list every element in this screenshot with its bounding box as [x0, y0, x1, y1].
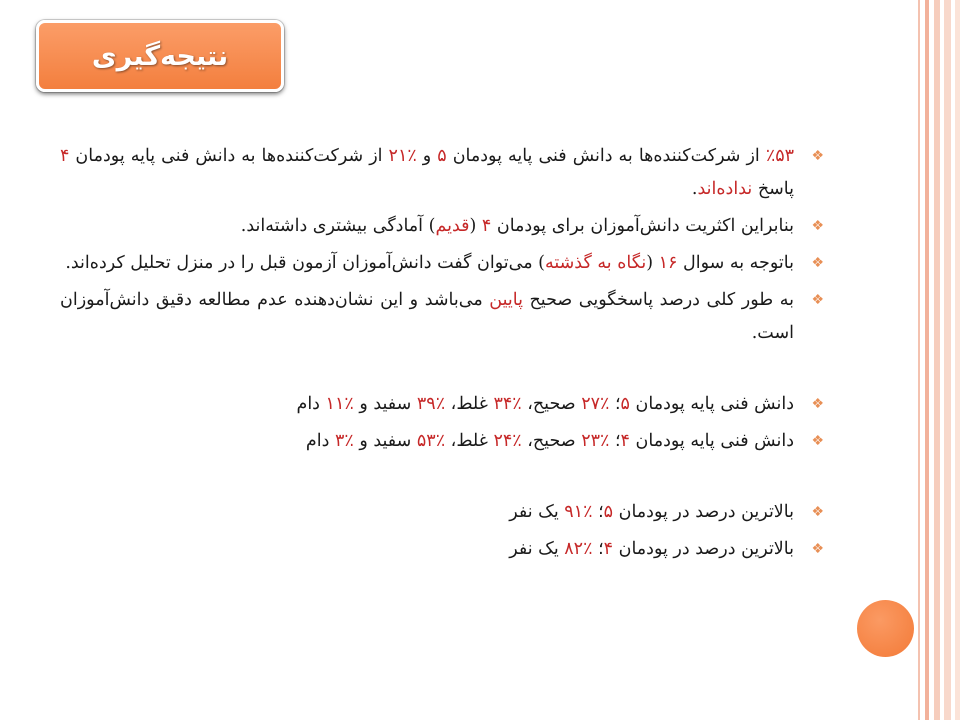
text-run: غلط، [445, 431, 494, 451]
diamond-bullet-icon: ❖ [811, 396, 824, 412]
diamond-bullet-icon: ❖ [811, 433, 824, 449]
text-run: ؛ [592, 502, 604, 522]
list-item [60, 140, 828, 206]
text-run: یک نفر [509, 539, 565, 559]
diamond-bullet-icon: ❖ [811, 292, 824, 308]
stripe [944, 0, 951, 720]
list-item [60, 388, 828, 421]
list-spacer [60, 462, 828, 496]
list-item-text [60, 146, 794, 199]
text-run: ؛ [609, 394, 621, 414]
highlight-text: ۵ [437, 146, 447, 166]
list-item-text [65, 253, 794, 273]
list-item [60, 425, 828, 458]
list-item-text [241, 216, 794, 236]
stripe [925, 0, 929, 720]
stripe [918, 0, 920, 720]
stripe [955, 0, 960, 720]
highlight-text: ۴ [481, 216, 492, 236]
highlight-text: ٪۲۱ [388, 146, 417, 166]
highlight-text: ٪۵۳ [416, 431, 446, 451]
diamond-bullet-icon: ❖ [811, 504, 824, 520]
text-run: باتوجه به سوال [677, 253, 794, 273]
text-run: یک نفر [509, 502, 565, 522]
text-run: بالاترین درصد در پودمان [613, 539, 794, 559]
list-item-text [509, 539, 794, 559]
highlight-text: ۴ [603, 539, 614, 559]
highlight-text: نگاه به گذشته [544, 253, 647, 273]
list-item [60, 247, 828, 280]
text-run: ؛ [609, 431, 621, 451]
highlight-text: ۱۶ [658, 253, 678, 273]
text-run: . [691, 179, 698, 199]
highlight-text: ٪۹۱ [564, 502, 593, 522]
highlight-text: قدیم [435, 216, 470, 236]
list-item [60, 533, 828, 566]
title-box [36, 20, 284, 92]
text-run: غلط، [445, 394, 494, 414]
list-item-text [306, 431, 794, 451]
text-run: سفید و [353, 431, 417, 451]
text-run: ؛ [592, 539, 604, 559]
decorative-circle [857, 600, 914, 657]
highlight-text: ٪۲۴ [493, 431, 522, 451]
text-run: ) آمادگی بیشتری داشته‌اند. [240, 216, 436, 236]
diamond-bullet-icon: ❖ [811, 218, 824, 234]
text-run: سفید و [353, 394, 417, 414]
text-run: صحیح، [521, 394, 582, 414]
highlight-text: ٪۳ [334, 431, 354, 451]
text-run: بالاترین درصد در پودمان [613, 502, 794, 522]
text-run: ( [646, 253, 659, 273]
highlight-text: نداده‌اند [697, 179, 753, 199]
list-item-text [509, 502, 794, 522]
list-item [60, 496, 828, 529]
text-run: از شرکت‌کننده‌ها به دانش فنی پایه پودمان [69, 146, 389, 166]
text-run: به طور کلی درصد پاسخگویی صحیح [522, 290, 794, 310]
list-item [60, 210, 828, 243]
list-item-text [296, 394, 794, 414]
text-run: و [416, 146, 438, 166]
text-run: از شرکت‌کننده‌ها به دانش فنی پایه پودمان [446, 146, 766, 166]
highlight-text: ٪۵۳ [765, 146, 795, 166]
text-run: دام [296, 394, 326, 414]
highlight-text: ۵ [603, 502, 614, 522]
list-item-text [60, 290, 794, 343]
bullet-list [60, 140, 828, 570]
text-run: ( [469, 216, 482, 236]
highlight-text: ٪۲۳ [581, 431, 610, 451]
diamond-bullet-icon: ❖ [811, 541, 824, 557]
text-run: ) می‌توان گفت دانش‌آموزان آزمون قبل را در منزل تحلیل کرده‌اند. [65, 253, 545, 273]
highlight-text: ٪۲۷ [581, 394, 610, 414]
list-item [60, 284, 828, 350]
highlight-text: ۴ [620, 431, 630, 451]
text-run: بنابراین اکثریت دانش‌آموزان برای پودمان [491, 216, 794, 236]
highlight-text: ۵ [620, 394, 630, 414]
diamond-bullet-icon: ❖ [811, 255, 824, 271]
highlight-text: ٪۳۹ [416, 394, 446, 414]
highlight-text: ٪۳۴ [493, 394, 522, 414]
highlight-text: ۴ [60, 146, 70, 166]
highlight-text: پایین [489, 290, 523, 310]
text-run: می‌باشد و این نشان‌دهنده عدم مطالعه دقیق دانش‌آموزان است. [60, 290, 794, 343]
highlight-text: ٪۱۱ [325, 394, 354, 414]
highlight-text: ٪۸۲ [564, 539, 593, 559]
decorative-stripes [916, 0, 960, 720]
text-run: دانش فنی پایه پودمان [629, 394, 794, 414]
text-run: پاسخ [752, 179, 794, 199]
text-run: صحیح، [521, 431, 582, 451]
text-run: دام [305, 431, 335, 451]
slide-title: نتیجه‌گیری [91, 40, 229, 72]
text-run: دانش فنی پایه پودمان [629, 431, 794, 451]
list-spacer [60, 354, 828, 388]
stripe [934, 0, 940, 720]
diamond-bullet-icon: ❖ [811, 148, 824, 164]
